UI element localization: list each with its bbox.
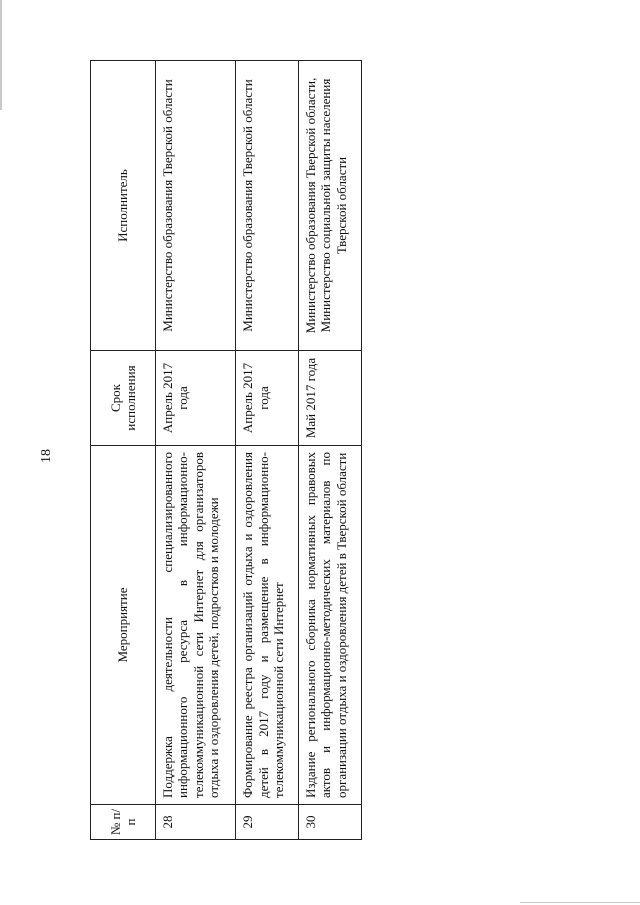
- table-row: [299, 61, 362, 840]
- row-number: 30: [299, 805, 362, 840]
- header-deadline: Срок исполнения: [91, 351, 156, 446]
- header-executor: Исполнитель: [91, 61, 156, 351]
- row-activity: Формирование реестра организаций отдыха и оздоровления детей в 2017 году и размещение в информационно-телекоммуникационной сети Интернет: [236, 446, 299, 805]
- row-deadline: Май 2017 года: [299, 351, 362, 446]
- row-executor: Министерство образования Тверской области: [156, 61, 236, 351]
- row-deadline: Апрель 2017 года: [236, 351, 299, 446]
- table-row: [236, 61, 299, 840]
- scan-edge-line: [0, 0, 2, 110]
- row-activity: Издание регионального сборника нормативных правовых актов и информационно-методических материалов по организации отдыха и оздоровления детей в Тверской области: [299, 446, 362, 805]
- row-executor: Министерство образования Тверской области: [236, 61, 299, 351]
- table-header-row: [91, 61, 156, 840]
- row-activity: Поддержка деятельности специализированного информационного ресурса в информационно-телекоммуникационной сети Интернет для организаторов отдыха и оздоровления детей, подростков и молодежи: [156, 446, 236, 805]
- activities-table: [90, 60, 362, 840]
- rotated-table-wrapper: [90, 60, 362, 840]
- row-deadline: Апрель 2017 года: [156, 351, 236, 446]
- table-row: [156, 61, 236, 840]
- scan-edge-line: [520, 902, 640, 903]
- header-number: № п/п: [91, 805, 156, 840]
- row-number: 28: [156, 805, 236, 840]
- row-executor: Министерство образования Тверской области, Министерство социальной защиты населения Тверской области: [299, 61, 362, 351]
- header-activity: Мероприятие: [91, 446, 156, 805]
- row-number: 29: [236, 805, 299, 840]
- page-number: 18: [39, 449, 54, 463]
